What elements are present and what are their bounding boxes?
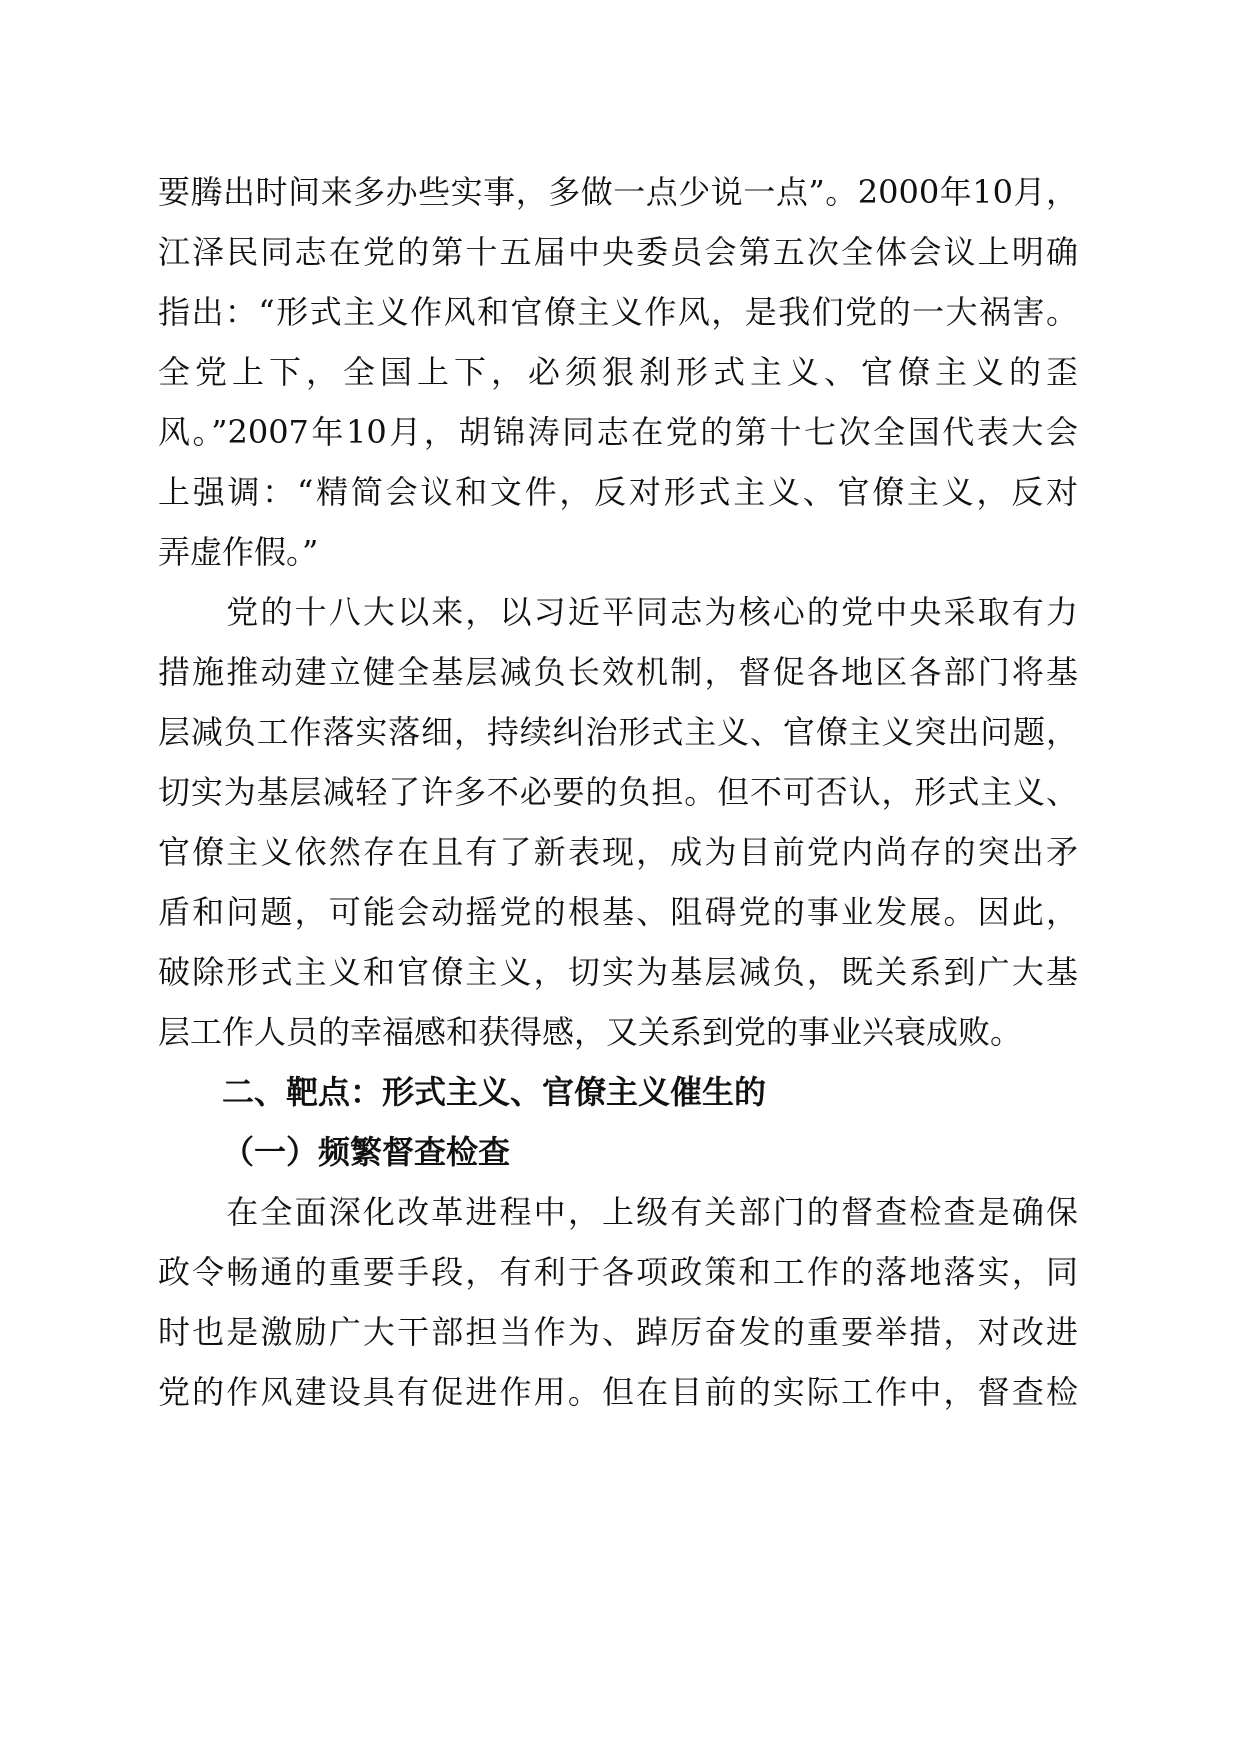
text-line: 盾和问题，可能会动摇党的根基、阻碍党的事业发展。因此，: [158, 893, 1078, 931]
body-text: [158, 162, 1078, 1422]
text-line: 层工作人员的幸福感和获得感，又关系到党的事业兴衰成败。: [158, 1013, 1023, 1051]
text-line: 指出：“形式主义作风和官僚主义作风，是我们党的一大祸害。: [158, 293, 1078, 331]
text-line: 要腾出时间来多办些实事，多做一点少说一点”。2000年10月，: [158, 173, 1078, 211]
text-line: 政令畅通的重要手段，有利于各项政策和工作的落地落实，同: [158, 1253, 1078, 1291]
text-line: 层减负工作落实落细，持续纠治形式主义、官僚主义突出问题，: [158, 713, 1078, 751]
text-line: 党的作风建设具有促进作用。但在目前的实际工作中，督查检: [158, 1373, 1078, 1411]
text-line: 官僚主义依然存在且有了新表现，成为目前党内尚存的突出矛: [158, 833, 1078, 871]
text-line: 江泽民同志在党的第十五届中央委员会第五次全体会议上明确: [158, 233, 1078, 271]
text-line: 风。”2007年10月，胡锦涛同志在党的第十七次全国代表大会: [158, 413, 1078, 451]
text-line: 切实为基层减轻了许多不必要的负担。但不可否认，形式主义、: [158, 773, 1078, 811]
subsection-heading: （一）频繁督查检查: [222, 1133, 511, 1171]
section-heading: 二、靶点：形式主义、官僚主义催生的: [222, 1073, 767, 1111]
text-line: 措施推动建立健全基层减负长效机制，督促各地区各部门将基: [158, 653, 1078, 691]
text-line: 党的十八大以来，以习近平同志为核心的党中央采取有力: [158, 593, 1078, 631]
text-line: 上强调：“精简会议和文件，反对形式主义、官僚主义，反对: [158, 473, 1078, 511]
text-line: 在全面深化改革进程中，上级有关部门的督查检查是确保: [158, 1193, 1078, 1231]
text-line: 弄虚作假。”: [158, 533, 319, 571]
text-line: 破除形式主义和官僚主义，切实为基层减负，既关系到广大基: [158, 953, 1078, 991]
text-line: 全党上下，全国上下，必须狠刹形式主义、官僚主义的歪: [158, 353, 1078, 391]
text-line: 时也是激励广大干部担当作为、踔厉奋发的重要举措，对改进: [158, 1313, 1078, 1351]
